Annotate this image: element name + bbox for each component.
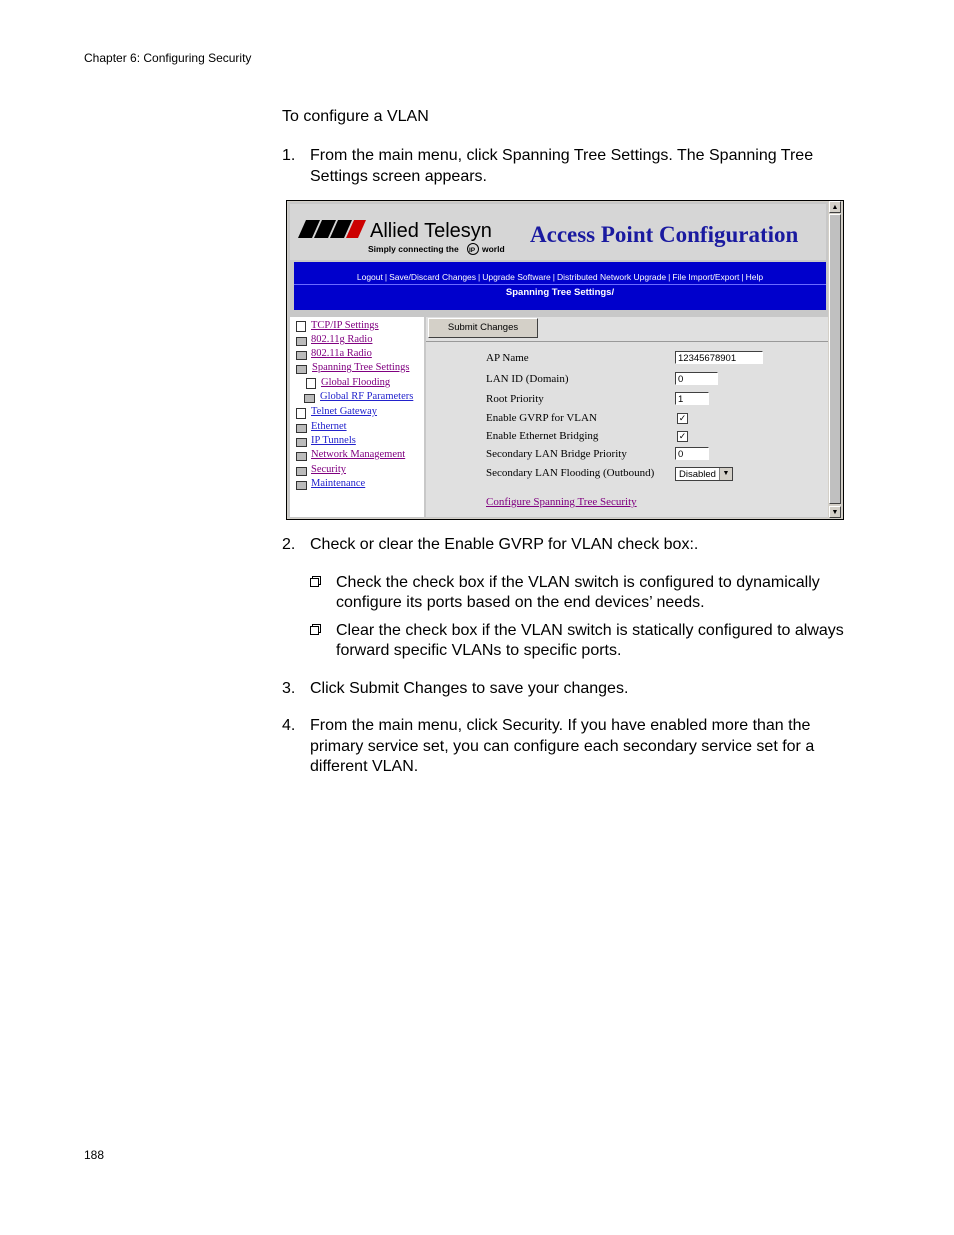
spanning-tree-settings-screenshot bbox=[286, 200, 844, 520]
step-text: From the main menu, click Spanning Tree Settings. The Spanning Tree Settings screen appears. bbox=[310, 147, 814, 185]
scroll-up-icon[interactable]: ▲ bbox=[829, 201, 841, 213]
logo-tagline-ip: IP bbox=[469, 247, 476, 254]
nav-divider bbox=[294, 284, 826, 285]
folder-icon bbox=[296, 424, 307, 433]
vertical-scrollbar[interactable] bbox=[829, 201, 842, 519]
scroll-down-icon[interactable]: ▼ bbox=[829, 506, 841, 518]
step-text: Click Submit Changes to save your changes. bbox=[310, 680, 629, 697]
ethernet-bridging-checkbox[interactable]: ✓ bbox=[678, 431, 687, 441]
secondary-priority-label: Secondary LAN Bridge Priority bbox=[486, 448, 627, 460]
sidebar-item-maintenance[interactable]: Maintenance bbox=[311, 478, 366, 489]
sidebar-item-network-management[interactable]: Network Management bbox=[311, 449, 406, 460]
sidebar-item-80211g[interactable]: 802.11g Radio bbox=[311, 334, 373, 345]
panel-divider bbox=[426, 341, 828, 342]
step-number: 4. bbox=[282, 717, 296, 734]
sidebar-item-ip-tunnels[interactable]: IP Tunnels bbox=[311, 435, 356, 446]
secondary-flooding-select[interactable] bbox=[675, 467, 733, 481]
nav-bar bbox=[294, 262, 826, 310]
sidebar-item-security[interactable]: Security bbox=[311, 464, 346, 475]
logo-brand-text: Allied Telesyn bbox=[370, 220, 492, 242]
app-title: Access Point Configuration bbox=[530, 222, 799, 247]
step-number: 3. bbox=[282, 680, 296, 697]
folder-icon bbox=[296, 452, 307, 461]
open-folder-icon bbox=[296, 365, 307, 374]
document-icon bbox=[306, 378, 316, 389]
checkbox-bullet-icon bbox=[310, 578, 319, 587]
gvrp-label: Enable GVRP for VLAN bbox=[486, 412, 597, 424]
folder-icon bbox=[296, 351, 307, 360]
step-number: 1. bbox=[282, 147, 296, 164]
nav-upgrade-software-link[interactable]: Upgrade Software bbox=[482, 272, 551, 282]
secondary-flooding-label: Secondary LAN Flooding (Outbound) bbox=[486, 467, 655, 479]
browser-content bbox=[288, 202, 828, 518]
lan-id-input[interactable]: 0 bbox=[675, 372, 718, 385]
chapter-header: Chapter 6: Configuring Security bbox=[84, 51, 252, 65]
sidebar-item-global-rf[interactable]: Global RF Parameters bbox=[320, 391, 414, 402]
folder-icon bbox=[304, 394, 315, 403]
step-text: From the main menu, click Security. If you have enabled more than the primary service set, you can configure each secondary service set for a different VLAN. bbox=[310, 717, 815, 775]
nav-links: Logout | Save/Discard Changes | Upgrade Software | Distributed Network Upgrade | File Import/Export | Help bbox=[356, 272, 764, 282]
nav-logout-link[interactable]: Logout bbox=[356, 272, 383, 282]
sidebar-item-telnet-gateway[interactable]: Telnet Gateway bbox=[311, 406, 378, 417]
scrollbar-thumb[interactable] bbox=[829, 214, 841, 504]
root-priority-label: Root Priority bbox=[486, 393, 544, 405]
logo-tagline-pre: Simply connecting the bbox=[368, 244, 459, 254]
folder-icon bbox=[296, 438, 307, 447]
banner bbox=[290, 204, 826, 260]
gvrp-checkbox[interactable]: ✓ bbox=[678, 413, 687, 423]
ethernet-bridging-label: Enable Ethernet Bridging bbox=[486, 430, 599, 442]
document-icon bbox=[296, 408, 306, 419]
submit-changes-button[interactable]: Submit Changes bbox=[428, 318, 538, 338]
folder-icon bbox=[296, 467, 307, 476]
nav-file-import-export-link[interactable]: File Import/Export bbox=[672, 272, 740, 282]
allied-telesyn-logo bbox=[298, 218, 513, 258]
lan-id-label: LAN ID (Domain) bbox=[486, 373, 569, 385]
nav-save-discard-link[interactable]: Save/Discard Changes bbox=[389, 272, 477, 282]
sidebar bbox=[290, 317, 424, 517]
configure-spanning-tree-security-link[interactable]: Configure Spanning Tree Security bbox=[486, 496, 637, 508]
ap-name-input[interactable]: 12345678901 bbox=[675, 351, 763, 364]
bullet-text: Clear the check box if the VLAN switch is statically configured to always forward specific VLANs to specific ports. bbox=[336, 622, 844, 659]
bullet-text: Check the check box if the VLAN switch is configured to dynamically configure its ports based on the end devices’ needs. bbox=[336, 574, 820, 611]
settings-panel bbox=[426, 317, 828, 517]
folder-icon bbox=[296, 337, 307, 346]
folder-icon bbox=[296, 481, 307, 490]
checkbox-bullet-icon bbox=[310, 626, 319, 635]
sidebar-item-tcpip[interactable]: TCP/IP Settings bbox=[311, 320, 379, 331]
secondary-flooding-value: Disabled bbox=[679, 469, 716, 480]
secondary-priority-input[interactable]: 0 bbox=[675, 447, 709, 460]
chevron-down-icon[interactable]: ▼ bbox=[719, 468, 732, 480]
procedure-heading: To configure a VLAN bbox=[282, 108, 429, 125]
sidebar-item-global-flooding[interactable]: Global Flooding bbox=[321, 377, 391, 388]
sidebar-item-ethernet[interactable]: Ethernet bbox=[311, 421, 347, 432]
step-text: Check or clear the Enable GVRP for VLAN check box:. bbox=[310, 536, 699, 553]
step-number: 2. bbox=[282, 536, 296, 553]
nav-help-link[interactable]: Help bbox=[745, 272, 764, 282]
nav-distributed-upgrade-link[interactable]: Distributed Network Upgrade bbox=[556, 272, 667, 282]
ap-name-label: AP Name bbox=[486, 352, 529, 364]
document-icon bbox=[296, 321, 306, 332]
logo-tagline-post: world bbox=[482, 244, 505, 254]
sidebar-item-80211a[interactable]: 802.11a Radio bbox=[311, 348, 372, 359]
page-number: 188 bbox=[84, 1148, 105, 1162]
nav-breadcrumb: Spanning Tree Settings/ bbox=[505, 287, 615, 298]
root-priority-input[interactable]: 1 bbox=[675, 392, 709, 405]
sidebar-item-spanning-tree[interactable]: Spanning Tree Settings bbox=[312, 362, 410, 373]
